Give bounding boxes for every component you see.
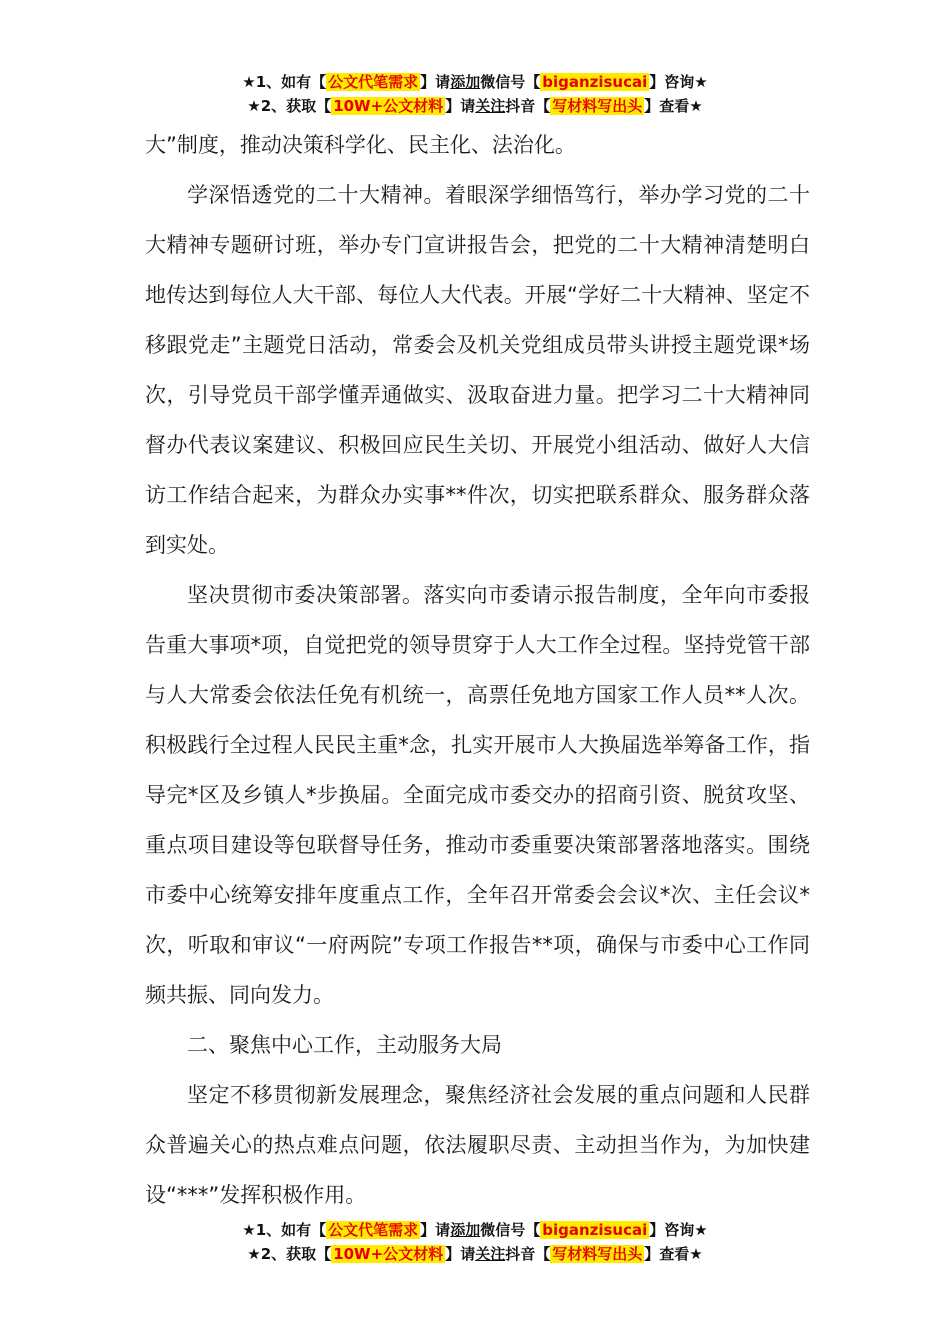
footer-banner <box>0 1218 950 1266</box>
highlight-service: 公文代笔需求 <box>328 73 419 91</box>
banner-emphasis: 关注 <box>475 1245 506 1263</box>
banner-text: 】查看★ <box>644 1245 703 1263</box>
banner-text: 】请 <box>420 1221 451 1239</box>
paragraph: 大”制度，推动决策科学化、民主化、法治化。 <box>145 133 576 157</box>
banner-text: 】请 <box>445 1245 476 1263</box>
banner-text: 微信号【 <box>480 1221 541 1239</box>
document-body <box>145 120 810 1220</box>
banner-text: 微信号【 <box>480 73 541 91</box>
banner-line-1 <box>0 1218 950 1242</box>
banner-text: ★1、如有【 <box>242 1221 327 1239</box>
banner-emphasis: 关注 <box>475 97 506 115</box>
banner-line-2 <box>0 1242 950 1266</box>
banner-text: 】请 <box>445 97 476 115</box>
banner-text: ★2、获取【 <box>247 97 332 115</box>
banner-text: ★2、获取【 <box>247 1245 332 1263</box>
banner-text: 】查看★ <box>644 97 703 115</box>
banner-emphasis: 添加 <box>450 1221 481 1239</box>
paragraph: 坚决贯彻市委决策部署。落实向市委请示报告制度，全年向市委报告重大事项*项，自觉把党的领导贯穿于人大工作全过程。坚持党管干部与人大常委会依法任免有机统一，高票任免地方国家工作人员**人次。积极践行全过程人民民主重*念，扎实开展市人大换届选举筹备工作，指导完*区及乡镇人*步换届。全面完成市委交办的招商引资、脱贫攻坚、重点项目建设等包联督导任务，推动市委重要决策部署落地落实。围绕市委中心统筹安排年度重点工作，全年召开常委会会议*次、主任会议*次，听取和审议“一府两院”专项工作报告**项，确保与市委中心工作同频共振、同向发力。 <box>145 583 810 1007</box>
highlight-douyin-id: 写材料写出头 <box>552 1245 643 1263</box>
highlight-materials: 10W+公文材料 <box>333 97 444 115</box>
highlight-douyin-id: 写材料写出头 <box>552 97 643 115</box>
banner-text: 】咨询★ <box>649 73 708 91</box>
banner-text: 抖音【 <box>505 97 551 115</box>
banner-line-1 <box>0 70 950 94</box>
highlight-materials: 10W+公文材料 <box>333 1245 444 1263</box>
header-banner <box>0 70 950 118</box>
banner-text: ★1、如有【 <box>242 73 327 91</box>
paragraph: 坚定不移贯彻新发展理念，聚焦经济社会发展的重点问题和人民群众普遍关心的热点难点问题，依法履职尽责、主动担当作为，为加快建设“***”发挥积极作用。 <box>145 1083 810 1207</box>
section-heading: 二、聚焦中心工作，主动服务大局 <box>187 1033 502 1057</box>
banner-emphasis: 添加 <box>450 73 481 91</box>
banner-text: 】请 <box>420 73 451 91</box>
highlight-service: 公文代笔需求 <box>328 1221 419 1239</box>
banner-text: 】咨询★ <box>649 1221 708 1239</box>
banner-line-2 <box>0 94 950 118</box>
highlight-wechat-id: biganzisucai <box>542 73 648 91</box>
banner-text: 抖音【 <box>505 1245 551 1263</box>
paragraph: 学深悟透党的二十大精神。着眼深学细悟笃行，举办学习党的二十大精神专题研讨班，举办专门宣讲报告会，把党的二十大精神清楚明白地传达到每位人大干部、每位人大代表。开展“学好二十大精神、坚定不移跟党走”主题党日活动，常委会及机关党组成员带头讲授主题党课*场次，引导党员干部学懂弄通做实、汲取奋进力量。把学习二十大精神同督办代表议案建议、积极回应民生关切、开展党小组活动、做好人大信访工作结合起来，为群众办实事**件次，切实把联系群众、服务群众落到实处。 <box>145 183 810 557</box>
highlight-wechat-id: biganzisucai <box>542 1221 648 1239</box>
